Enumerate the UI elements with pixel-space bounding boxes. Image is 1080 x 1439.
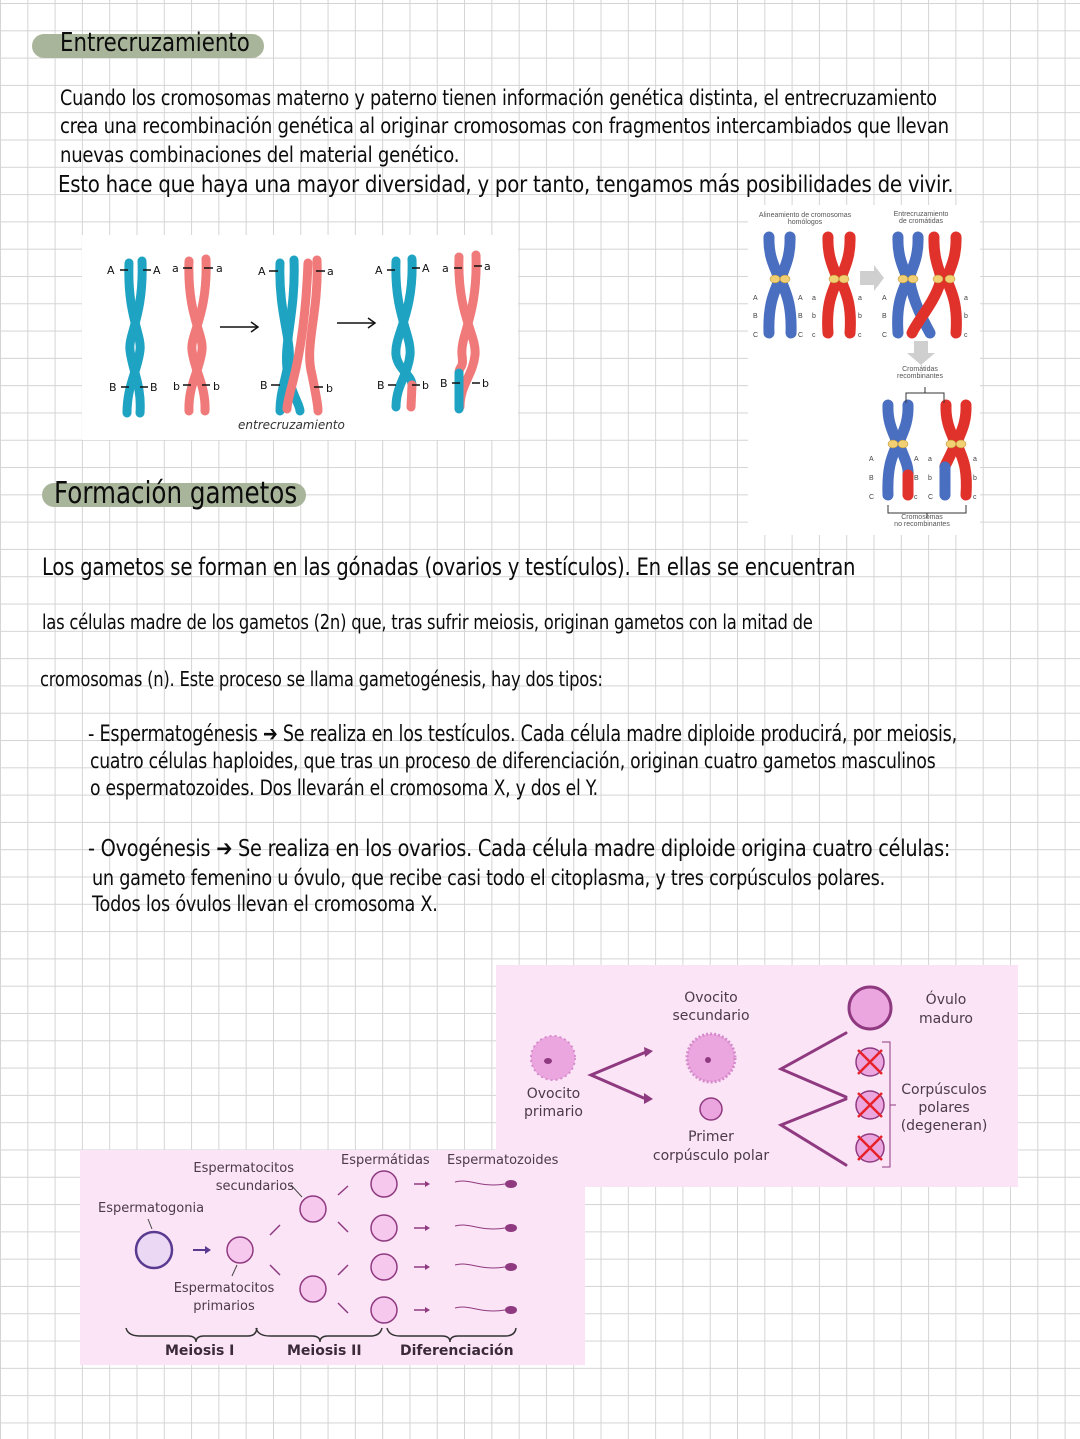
label-espermatidas: Espermátidas — [341, 1153, 430, 1168]
svg-text:B: B — [109, 381, 117, 394]
label-crossing: Entrecruzamiento de cromátidas — [893, 211, 949, 225]
svg-text:A: A — [882, 295, 887, 302]
svg-text:B: B — [869, 475, 874, 482]
crossing-over-caption: entrecruzamiento — [238, 418, 345, 432]
paragraph-line: Los gametos se forman en las gónadas (ovarios y testículos). En ellas se encuentran — [42, 553, 856, 581]
section-title-entrecruzamiento: Entrecruzamiento — [60, 28, 250, 58]
svg-text:B: B — [753, 313, 758, 320]
paragraph-line: cromosomas (n). Este proceso se llama gametogénesis, hay dos tipos: — [40, 667, 603, 691]
espermatogenesis-diagram — [80, 1150, 585, 1365]
svg-text:c: c — [964, 332, 968, 339]
crossing-over-diagram — [82, 235, 518, 440]
svg-text:a: a — [484, 260, 491, 273]
label-primer-corpusculo: Primer corpúsculo polar — [652, 1129, 770, 1164]
label-ovocito-secundario: Ovocito secundario — [672, 990, 750, 1024]
svg-text:b: b — [928, 475, 932, 482]
svg-text:C: C — [928, 494, 934, 501]
svg-text:C: C — [753, 332, 759, 339]
label-nonrecombinant: Cromosomas no recombinantes — [894, 514, 950, 528]
gene-label-A: A — [107, 264, 115, 277]
espermatogenesis-illustration — [80, 1150, 585, 1365]
paragraph-line: nuevas combinaciones del material genético. — [60, 143, 460, 167]
svg-text:b: b — [812, 313, 816, 320]
label-espermatocitos-primarios: Espermatocitos primarios — [173, 1281, 275, 1314]
svg-text:a: a — [858, 295, 862, 302]
label-meiosis-2: Meiosis II — [287, 1343, 362, 1359]
svg-text:a: a — [172, 262, 179, 275]
svg-text:c: c — [812, 332, 816, 339]
paragraph-line: crea una recombinación genética al originar cromosomas con fragmentos intercambiados que llevan — [60, 114, 949, 138]
svg-text:a: a — [964, 295, 968, 302]
paragraph-line: Cuando los cromosomas materno y paterno tienen información genética distinta, el entrecruzamiento — [60, 86, 937, 110]
svg-text:A: A — [422, 262, 430, 275]
svg-text:a: a — [928, 456, 932, 463]
svg-text:B: B — [440, 377, 448, 390]
svg-text:b: b — [173, 380, 180, 393]
svg-text:C: C — [869, 494, 875, 501]
svg-text:C: C — [882, 332, 888, 339]
svg-text:b: b — [482, 377, 489, 390]
list-line: - Espermatogénesis ➔ Se realiza en los testículos. Cada célula madre diploide producirá, por meiosis, — [88, 722, 957, 747]
svg-text:b: b — [422, 379, 429, 392]
label-espermatozoides: Espermatozoides — [447, 1153, 559, 1168]
svg-text:A: A — [375, 264, 383, 277]
label-corpusculos-polares: Corpúsculos polares (degeneran) — [900, 1082, 988, 1134]
svg-text:C: C — [798, 332, 804, 339]
recombination-diagram — [748, 205, 980, 535]
label-alignment: Alineamiento de cromosomas homólogos — [758, 212, 852, 226]
label-ovulo-maduro: Óvulo maduro — [919, 992, 973, 1027]
svg-text:c: c — [858, 332, 862, 339]
label-ovocito-primario: Ovocito primario — [524, 1086, 583, 1120]
svg-text:A: A — [798, 295, 803, 302]
svg-text:B: B — [150, 381, 158, 394]
label-recombinant: Cromátidas recombinantes — [897, 366, 943, 380]
svg-text:B: B — [882, 313, 887, 320]
svg-text:c: c — [973, 494, 977, 501]
crossing-over-illustration — [82, 235, 518, 440]
svg-text:A: A — [753, 295, 758, 302]
list-line: cuatro células haploides, que tras un proceso de diferenciación, originan cuatro gametos masculinos — [90, 749, 936, 773]
list-line: un gameto femenino u óvulo, que recibe casi todo el citoplasma, y tres corpúsculos polares. — [92, 866, 885, 890]
svg-text:B: B — [914, 475, 919, 482]
label-meiosis-1: Meiosis I — [165, 1343, 235, 1359]
list-line: Todos los óvulos llevan el cromosoma X. — [92, 892, 438, 916]
svg-text:a: a — [216, 262, 223, 275]
label-espermatocitos-secundarios: Espermatocitos secundarios — [193, 1161, 294, 1194]
svg-text:b: b — [973, 475, 977, 482]
paragraph-line: Esto hace que haya una mayor diversidad, y por tanto, tengamos más posibilidades de vivir. — [58, 172, 954, 198]
svg-text:a: a — [327, 265, 334, 278]
svg-text:A: A — [153, 264, 161, 277]
svg-text:B: B — [377, 379, 385, 392]
list-line: o espermatozoides. Dos llevarán el cromosoma X, y dos el Y. — [90, 776, 598, 800]
svg-text:c: c — [914, 494, 918, 501]
paragraph-line: las células madre de los gametos (2n) que, tras sufrir meiosis, originan gametos con la mitad de — [42, 610, 813, 634]
svg-text:B: B — [260, 379, 268, 392]
svg-text:a: a — [812, 295, 816, 302]
svg-text:b: b — [213, 380, 220, 393]
list-line: - Ovogénesis ➔ Se realiza en los ovarios. Cada célula madre diploide origina cuatro células: — [88, 836, 951, 862]
label-diferenciacion: Diferenciación — [400, 1343, 514, 1359]
label-espermatogonia: Espermatogonia — [98, 1201, 205, 1216]
svg-text:b: b — [326, 382, 333, 395]
svg-text:b: b — [858, 313, 862, 320]
svg-text:A: A — [869, 456, 874, 463]
svg-text:A: A — [258, 265, 266, 278]
svg-text:A: A — [914, 456, 919, 463]
svg-text:a: a — [442, 262, 449, 275]
svg-text:b: b — [964, 313, 968, 320]
svg-text:a: a — [973, 456, 977, 463]
svg-text:B: B — [798, 313, 803, 320]
section-title-gametos: Formación gametos — [54, 476, 298, 511]
